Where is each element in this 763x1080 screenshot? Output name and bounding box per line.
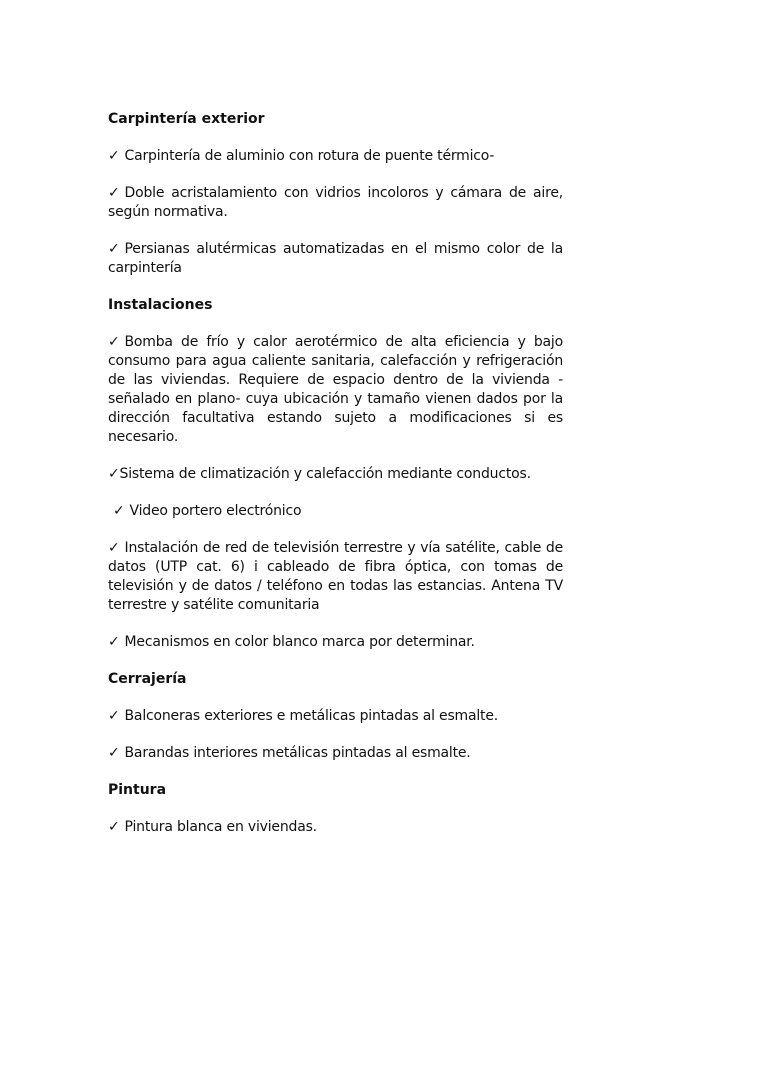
list-item: ✓Sistema de climatización y calefacción mediante conductos. <box>108 466 531 482</box>
checkmark-icon: ✓ <box>108 241 120 257</box>
section-heading-instalaciones: Instalaciones <box>108 297 213 313</box>
checkmark-icon: ✓ <box>108 185 120 201</box>
list-item: ✓ Pintura blanca en viviendas. <box>108 819 317 835</box>
list-item: ✓ Persianas alutérmicas automatizadas en el mismo color de la carpintería <box>108 241 563 276</box>
list-item: ✓ Bomba de frío y calor aerotérmico de alta eficiencia y bajo consumo para agua caliente sanitaria, calefacción y refrigeración de las viviendas. Requiere de espacio dentro de la vivienda -señalado en plano- cuya ubicación y tamaño vienen dados por la dirección facultativa estando sujeto a modificaciones si es necesario. <box>108 334 563 445</box>
list-item: ✓ Video portero electrónico <box>113 503 302 519</box>
list-item: ✓ Instalación de red de televisión terrestre y vía satélite, cable de datos (UTP cat. 6) i cableado de fibra óptica, con tomas de televisión y de datos / teléfono en todas las estancias. Antena TV terrestre y satélite comunitaria <box>108 540 563 613</box>
list-item: ✓ Barandas interiores metálicas pintadas al esmalte. <box>108 745 471 761</box>
section-heading-cerrajeria: Cerrajería <box>108 671 187 687</box>
list-item: ✓ Balconeras exteriores e metálicas pintadas al esmalte. <box>108 708 498 724</box>
section-heading-pintura: Pintura <box>108 782 167 798</box>
checkmark-icon: ✓ <box>108 745 120 761</box>
checkmark-icon: ✓ <box>113 503 125 519</box>
checkmark-icon: ✓ <box>108 334 120 350</box>
checkmark-icon: ✓ <box>108 634 120 650</box>
checkmark-icon: ✓ <box>108 708 120 724</box>
list-item: ✓ Carpintería de aluminio con rotura de puente térmico- <box>108 148 495 164</box>
section-heading-carpinteria: Carpintería exterior <box>108 111 265 127</box>
checkmark-icon: ✓ <box>108 540 120 556</box>
document-content <box>108 110 563 855</box>
list-item: ✓ Mecanismos en color blanco marca por determinar. <box>108 634 475 650</box>
list-item: ✓ Doble acristalamiento con vidrios incoloros y cámara de aire, según normativa. <box>108 185 563 220</box>
checkmark-icon: ✓ <box>108 466 120 482</box>
checkmark-icon: ✓ <box>108 148 120 164</box>
checkmark-icon: ✓ <box>108 819 120 835</box>
